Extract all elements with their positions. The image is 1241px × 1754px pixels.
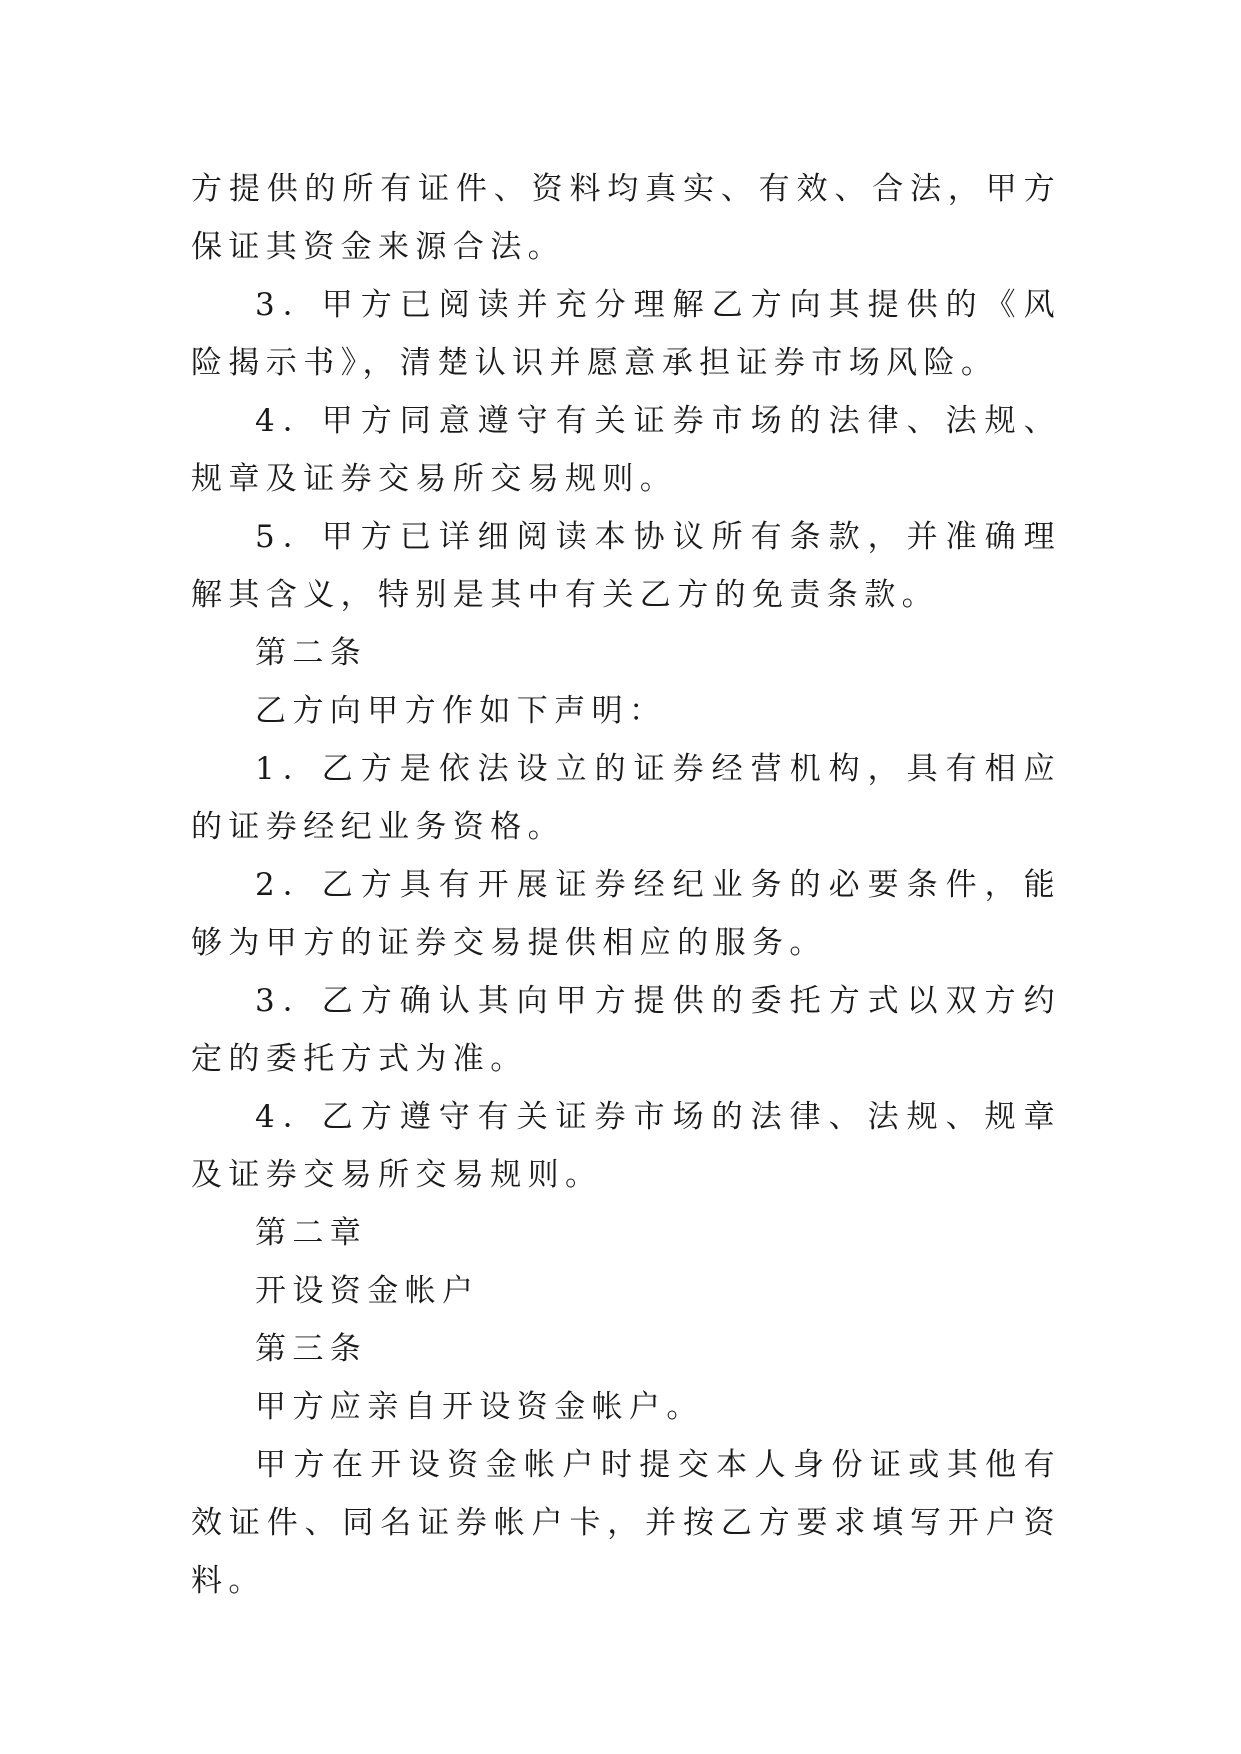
paragraph-6: 1．乙方是依法设立的证券经营机构，具有相应的证券经纪业务资格。 [191, 751, 1061, 845]
chapter-title: 开设资金帐户 [255, 1273, 480, 1309]
paragraph-9: 4．乙方遵守有关证券市场的法律、法规、规章及证券交易所交易规则。 [191, 1099, 1061, 1193]
paragraph-1: 方提供的所有证件、资料均真实、有效、合法，甲方保证其资金来源合法。 [191, 171, 1061, 265]
paragraph-4: 5．甲方已详细阅读本协议所有条款，并准确理解其含义，特别是其中有关乙方的免责条款。 [191, 519, 1061, 613]
document-body [191, 160, 1061, 1610]
paragraph-10: 甲方应亲自开设资金帐户。 [255, 1389, 704, 1425]
section-heading-article-3: 第三条 [255, 1331, 368, 1367]
paragraph-5: 乙方向甲方作如下声明： [255, 693, 667, 729]
section-heading-article-2: 第二条 [255, 635, 368, 671]
paragraph-3: 4．甲方同意遵守有关证券市场的法律、法规、规章及证券交易所交易规则。 [191, 403, 1061, 497]
chapter-heading-2: 第二章 [255, 1215, 368, 1251]
paragraph-8: 3．乙方确认其向甲方提供的委托方式以双方约定的委托方式为准。 [191, 983, 1061, 1077]
paragraph-2: 3．甲方已阅读并充分理解乙方向其提供的《风险揭示书》，清楚认识并愿意承担证券市场风险。 [191, 287, 1061, 381]
paragraph-7: 2．乙方具有开展证券经纪业务的必要条件，能够为甲方的证券交易提供相应的服务。 [191, 867, 1061, 961]
paragraph-11: 甲方在开设资金帐户时提交本人身份证或其他有效证件、同名证券帐户卡，并按乙方要求填写开户资料。 [191, 1447, 1061, 1599]
